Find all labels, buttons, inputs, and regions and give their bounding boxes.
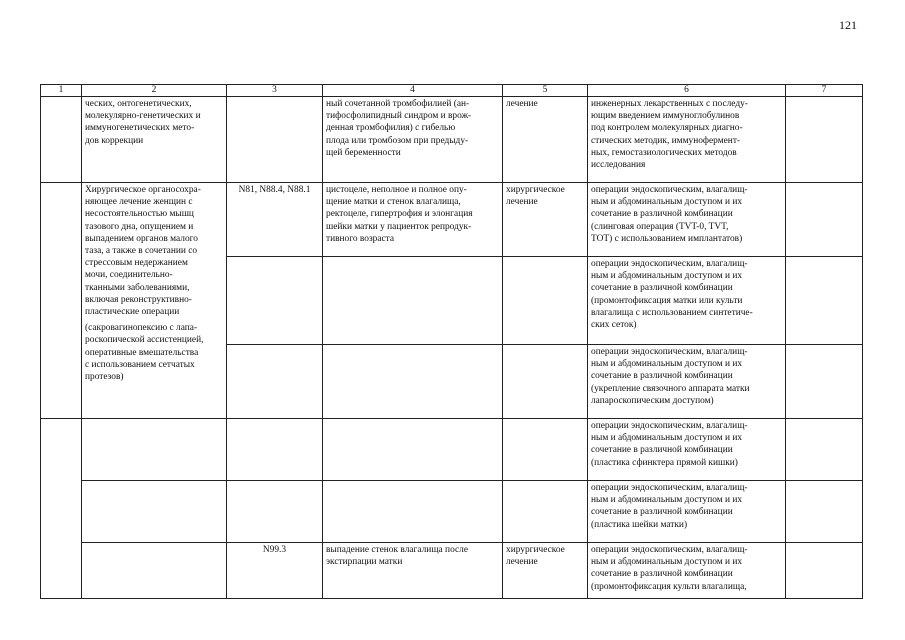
cell-icd-codes — [227, 97, 323, 183]
cell-treatment — [503, 419, 588, 481]
cell-description — [82, 543, 227, 599]
header-row — [41, 85, 863, 97]
cell-cost — [786, 257, 863, 345]
cell-description — [82, 183, 227, 419]
cell-treatment — [503, 345, 588, 419]
cell-icd-codes — [227, 257, 323, 345]
cell-model — [323, 257, 503, 345]
col-header-5: 5 — [503, 85, 588, 97]
cell-cost — [786, 543, 863, 599]
table-row — [41, 481, 863, 543]
col-header-7: 7 — [786, 85, 863, 97]
cell-cost — [786, 97, 863, 183]
cell-method: операции эндоскопическим, влагалищ- ным и абдоминальным доступом и их сочетание в различной комбинации (слинговая операция (TVT-0, TVT, ТОТ) с использованием имплантатов) — [588, 183, 786, 257]
table-row — [41, 419, 863, 481]
cell-model — [323, 345, 503, 419]
table-row — [41, 183, 863, 257]
table-row — [41, 97, 863, 183]
cell-description — [82, 419, 227, 481]
cell-treatment: хирургическое лечение — [503, 543, 588, 599]
cell-method: операции эндоскопическим, влагалищ- ным и абдоминальным доступом и их сочетание в различной комбинации (промонтофиксация матки или культи влагалища с использованием синтетиче- ских сеток) — [588, 257, 786, 345]
table-row — [41, 543, 863, 599]
procedures-table — [40, 84, 863, 599]
cell-cost — [786, 419, 863, 481]
cell-method: инженерных лекарственных с последу- ющим введением иммуноглобулинов под контролем молекулярных диагно- стических методик, иммунофермент- ных, гемостазиологических методов исследования — [588, 97, 786, 183]
cell-icd-codes: N81, N88.4, N88.1 — [227, 183, 323, 257]
cell-treatment — [503, 257, 588, 345]
cell-cost — [786, 481, 863, 543]
cell-model — [323, 419, 503, 481]
col-header-1: 1 — [41, 85, 82, 97]
description-detail: (сакровагинопексию с лапа- роскопической ассистенцией, оперативные вмешательства с использованием сетчатых протезов) — [85, 323, 204, 383]
cell-treatment: лечение — [503, 97, 588, 183]
cell-number — [41, 183, 82, 419]
cell-model: ный сочетанной тромбофилией (ан- тифосфолипидный синдром и врож- денная тромбофилия) с гибелью плода или тромбозом при предыду- щей беременности — [323, 97, 503, 183]
cell-model: цистоцеле, неполное и полное опу- щение матки и стенок влагалища, ректоцеле, гипертрофия и элонгация шейки матки у пациенток репродук- тивного возраста — [323, 183, 503, 257]
cell-treatment — [503, 481, 588, 543]
col-header-4: 4 — [323, 85, 503, 97]
cell-model: выпадение стенок влагалища после экстирпации матки — [323, 543, 503, 599]
cell-icd-codes — [227, 481, 323, 543]
col-header-6: 6 — [588, 85, 786, 97]
cell-icd-codes — [227, 345, 323, 419]
cell-method: операции эндоскопическим, влагалищ- ным и абдоминальным доступом и их сочетание в различной комбинации (укрепление связочного аппарата матки лапароскопическим доступом) — [588, 345, 786, 419]
cell-method: операции эндоскопическим, влагалищ- ным и абдоминальным доступом и их сочетание в различной комбинации (пластика сфинктера прямой кишки) — [588, 419, 786, 481]
cell-icd-codes — [227, 419, 323, 481]
cell-model — [323, 481, 503, 543]
cell-method: операции эндоскопическим, влагалищ- ным и абдоминальным доступом и их сочетание в различной комбинации (пластика шейки матки) — [588, 481, 786, 543]
col-header-3: 3 — [227, 85, 323, 97]
cell-number — [41, 419, 82, 599]
cell-icd-codes: N99.3 — [227, 543, 323, 599]
cell-cost — [786, 183, 863, 257]
cell-treatment: хирургическое лечение — [503, 183, 588, 257]
col-header-2: 2 — [82, 85, 227, 97]
cell-cost — [786, 345, 863, 419]
page-number: 121 — [839, 18, 857, 32]
cell-description — [82, 481, 227, 543]
cell-description: ческих, онтогенетических, молекулярно-генетических и иммуногенетических мето- дов коррекции — [82, 97, 227, 183]
cell-method: операции эндоскопическим, влагалищ- ным и абдоминальным доступом и их сочетание в различной комбинации (промонтофиксация культи влагалища, — [588, 543, 786, 599]
cell-number — [41, 97, 82, 183]
description-main: Хирургическое органосохра- няющее лечение женщин с несостоятельностью мышц тазового дна, опущением и выпадением органов малого таза, а также в сочетании со стрессовым недержанием мочи, соединительно- тканными заболеваниями, включая реконструктивно- пластические операции — [85, 185, 201, 318]
